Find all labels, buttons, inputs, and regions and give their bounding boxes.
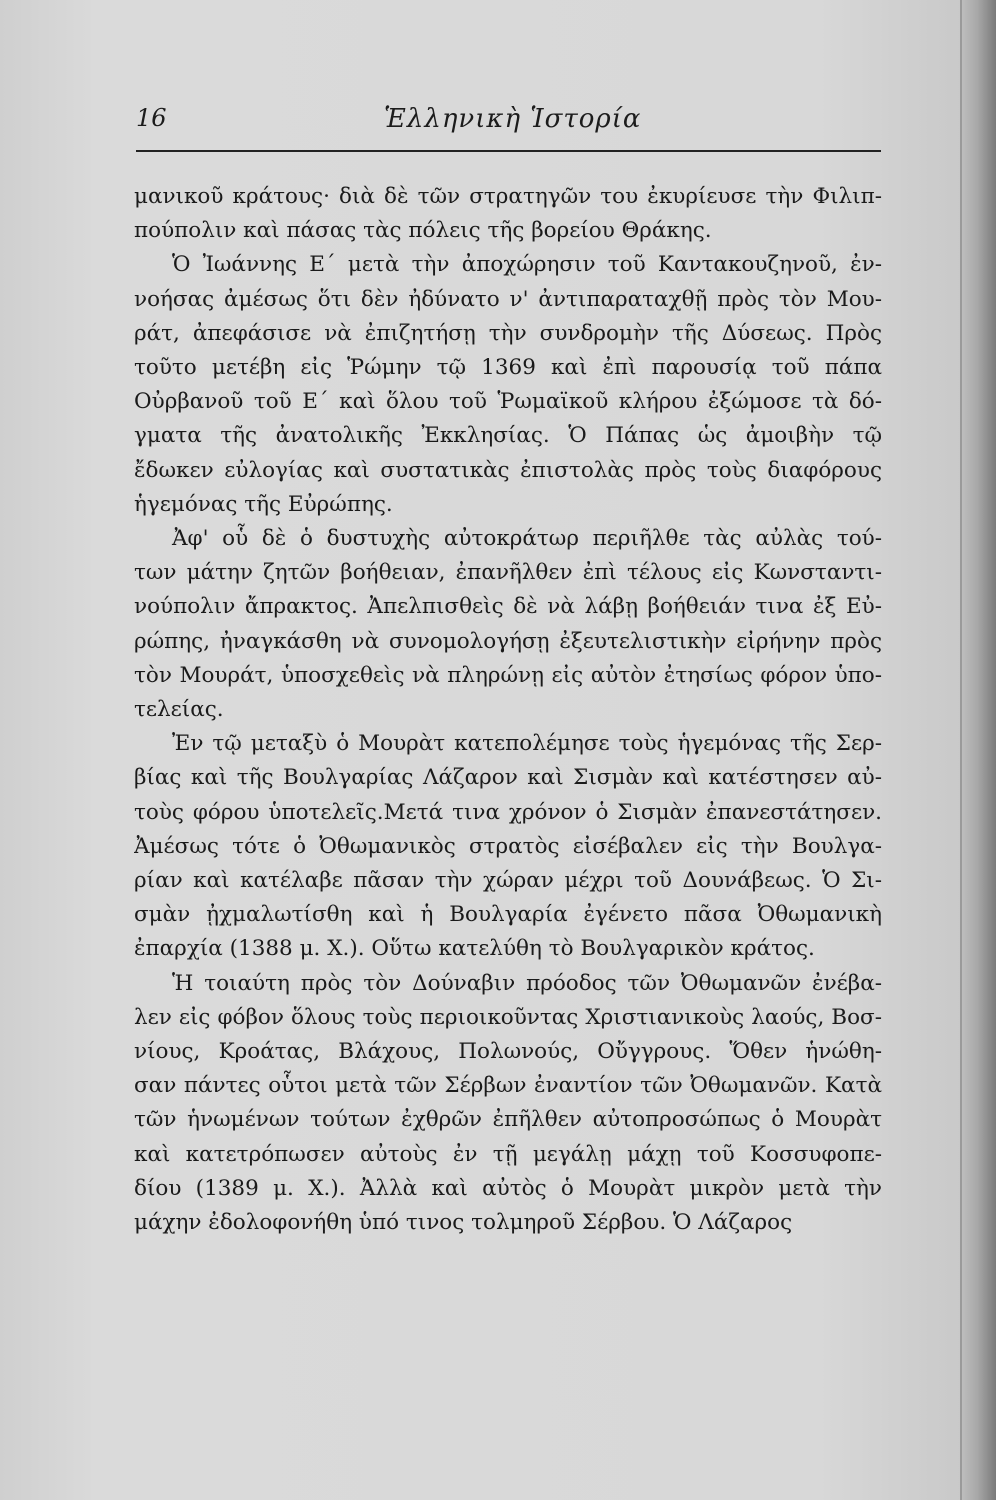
text-line: ρίαν καὶ κατέλαβε πᾶσαν τὴν χώραν μέχρι τοῦ Δουνάβεως. Ὁ Σι- [134,868,882,894]
text-line: σμὰν ᾐχμαλωτίσθη καὶ ἡ Βουλγαρία ἐγένετο πᾶσα Ὀθωμανικὴ [134,902,882,928]
running-title: Ἑλληνικὴ Ἱστορία [384,104,642,134]
text-line: νοήσας ἀμέσως ὅτι δὲν ἠδύνατο ν' ἀντιπαραταχθῇ πρὸς τὸν Μου- [134,286,882,312]
text-line: πούπολιν καὶ πάσας τὰς πόλεις τῆς βορείου Θράκης. [134,218,712,244]
text-line: ἐπαρχία (1388 μ. Χ.). Οὕτω κατελύθη τὸ Βουλγαρικὸν κράτος. [134,936,815,962]
text-line: Ἀμέσως τότε ὁ Ὀθωμανικὸς στρατὸς εἰσέβαλεν εἰς τὴν Βουλγα- [134,833,882,859]
paragraph [134,727,882,966]
page-header [136,104,881,152]
page-number: 16 [136,104,167,132]
text-line: τὸν Μουράτ, ὑποσχεθεὶς νὰ πληρώνῃ εἰς αὐτὸν ἐτησίως φόρον ὑπο- [134,662,882,688]
body-text [134,180,882,1240]
text-line: τοὺς φόρου ὑποτελεῖς.Μετά τινα χρόνον ὁ Σισμὰν ἐπανεστάτησεν. [134,799,882,825]
text-line: Οὐρβανοῦ τοῦ Ε΄ καὶ ὅλου τοῦ Ῥωμαϊκοῦ κλήρου ἐξώμοσε τὰ δό- [134,389,882,415]
text-line: Ἀφ' οὗ δὲ ὁ δυστυχὴς αὐτοκράτωρ περιῆλθε τὰς αὐλὰς τού- [172,526,882,552]
text-line: νίους, Κροάτας, Βλάχους, Πολωνούς, Οὔγγρους. Ὅθεν ἡνώθη- [134,1039,882,1065]
page-edge [960,0,996,1500]
text-line: ἡγεμόνας τῆς Εὐρώπης. [134,491,393,517]
text-line: τῶν ἡνωμένων τούτων ἐχθρῶν ἐπῆλθεν αὐτοπροσώπως ὁ Μουρὰτ [134,1107,882,1133]
text-line: ἔδωκεν εὐλογίας καὶ συστατικὰς ἐπιστολὰς πρὸς τοὺς διαφόρους [134,457,882,483]
paragraph [134,967,882,1241]
text-line: μανικοῦ κράτους· διὰ δὲ τῶν στρατηγῶν του ἐκυρίευσε τὴν Φιλιπ- [134,184,882,209]
text-line: μάχην ἐδολοφονήθη ὑπό τινος τολμηροῦ Σέρβου. Ὁ Λάζαρος [134,1210,793,1236]
text-line: βίας καὶ τῆς Βουλγαρίας Λάζαρον καὶ Σισμὰν καὶ κατέστησεν αὐ- [134,765,882,791]
text-line: Ἐν τῷ μεταξὺ ὁ Μουρὰτ κατεπολέμησε τοὺς ἡγεμόνας τῆς Σερ- [172,731,882,757]
text-line: γματα τῆς ἀνατολικῆς Ἐκκλησίας. Ὁ Πάπας ὡς ἀμοιβὴν τῷ [134,423,882,449]
text-line: τελείας. [134,697,224,723]
text-line: καὶ κατετρόπωσεν αὐτοὺς ἐν τῇ μεγάλῃ μάχῃ τοῦ Κοσσυφοπε- [134,1141,882,1167]
text-line: νούπολιν ἄπρακτος. Ἀπελπισθεὶς δὲ νὰ λάβῃ βοήθειάν τινα ἐξ Εὐ- [134,594,882,620]
paragraph [134,522,882,727]
text-line: Ἡ τοιαύτη πρὸς τὸν Δούναβιν πρόοδος τῶν Ὀθωμανῶν ἐνέβα- [172,970,882,996]
text-line: δίου (1389 μ. Χ.). Ἀλλὰ καὶ αὐτὸς ὁ Μουρὰτ μικρὸν μετὰ τὴν [134,1175,882,1201]
text-line: Ὁ Ἰωάννης Ε΄ μετὰ τὴν ἀποχώρησιν τοῦ Καντακουζηνοῦ, ἐν- [172,252,882,278]
paragraph [134,248,882,522]
text-line: τοῦτο μετέβη εἰς Ῥώμην τῷ 1369 καὶ ἐπὶ παρουσίᾳ τοῦ πάπα [134,355,882,381]
text-line: των μάτην ζητῶν βοήθειαν, ἐπανῆλθεν ἐπὶ τέλους εἰς Κωνσταντι- [134,560,882,586]
text-line: ρώπης, ἠναγκάσθη νὰ συνομολογήσῃ ἐξευτελιστικὴν εἰρήνην πρὸς [134,628,882,654]
paragraph [134,180,882,248]
text-line: ράτ, ἀπεφάσισε νὰ ἐπιζητήσῃ τὴν συνδρομὴν τῆς Δύσεως. Πρὸς [134,320,882,346]
text-line: λεν εἰς φόβον ὅλους τοὺς περιοικοῦντας Χριστιανικοὺς λαούς, Βοσ- [134,1004,882,1030]
text-line: σαν πάντες οὗτοι μετὰ τῶν Σέρβων ἐναντίον τῶν Ὀθωμανῶν. Κατὰ [134,1073,882,1099]
